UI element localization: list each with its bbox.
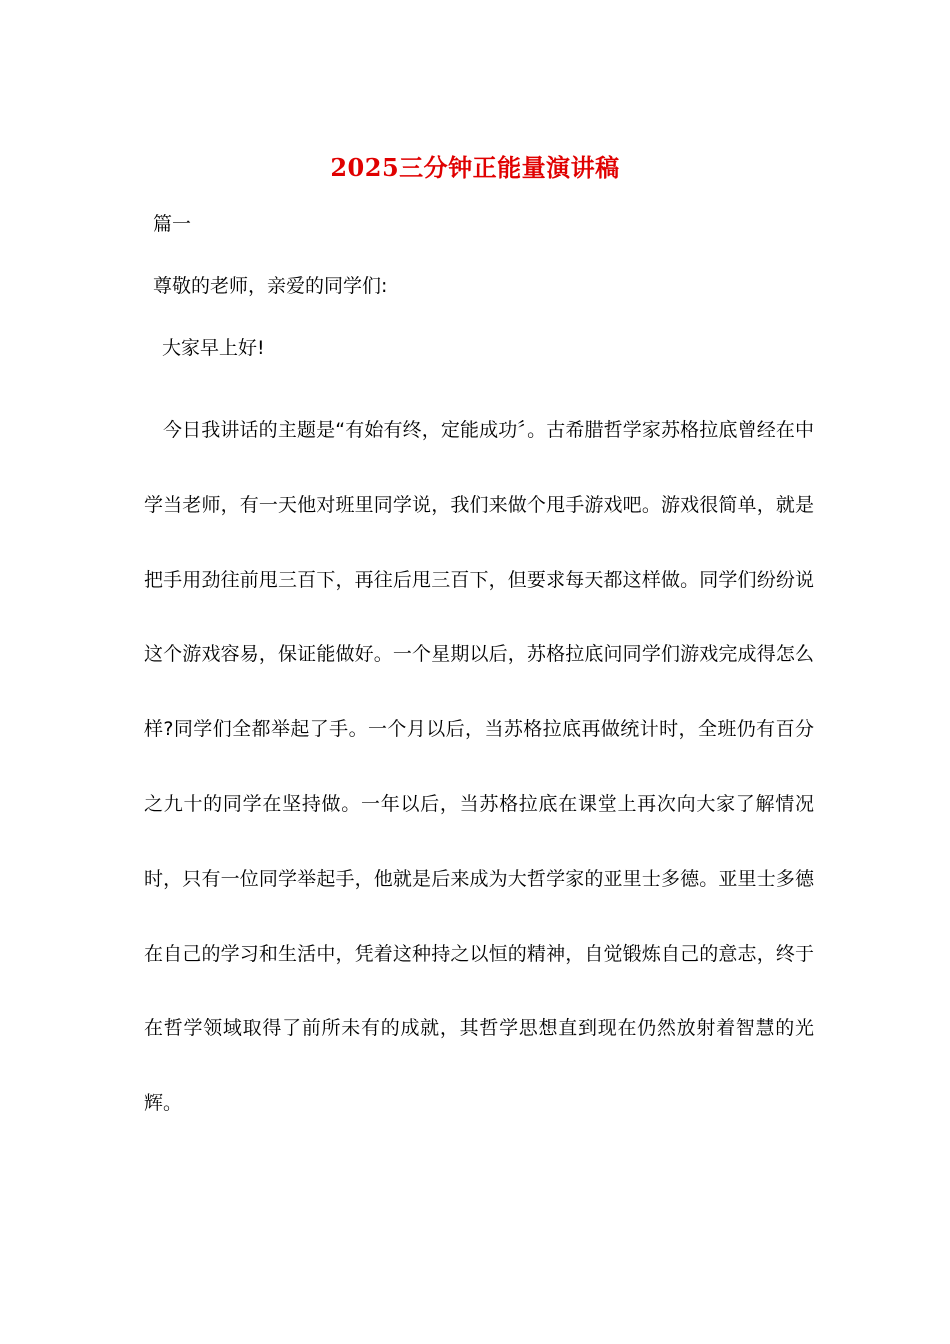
greeting-line: 大家早上好! xyxy=(162,337,265,359)
body-paragraph: 今日我讲话的主题是“有始有终，定能成功〞。古希腊哲学家苏格拉底曾经在中学当老师，有一天他对班里同学说，我们来做个甩手游戏吧。游戏很简单，就是把手用劲往前甩三百下，再往后甩三百下，但要求每天都这样做。同学们纷纷说这个游戏容易，保证能做好。一个星期以后，苏格拉底问同学们游戏完成得怎么样?同学们全都举起了手。一个月以后，当苏格拉底再做统计时，全班仍有百分之九十的同学在坚持做。一年以后，当苏格拉底在课堂上再次向大家了解情况时，只有一位同学举起手，他就是后来成为大哲学家的亚里士多德。亚里士多德在自己的学习和生活中，凭着这种持之以恒的精神，自觉锻炼自己的意志，终于在哲学领域取得了前所未有的成就，其哲学思想直到现在仍然放射着智慧的光辉。 xyxy=(144,419,814,1115)
salutation-line: 尊敬的老师，亲爱的同学们: xyxy=(153,275,388,297)
document-title: 2025三分钟正能量演讲稿 xyxy=(330,153,620,182)
section-heading: 篇一 xyxy=(153,213,192,235)
